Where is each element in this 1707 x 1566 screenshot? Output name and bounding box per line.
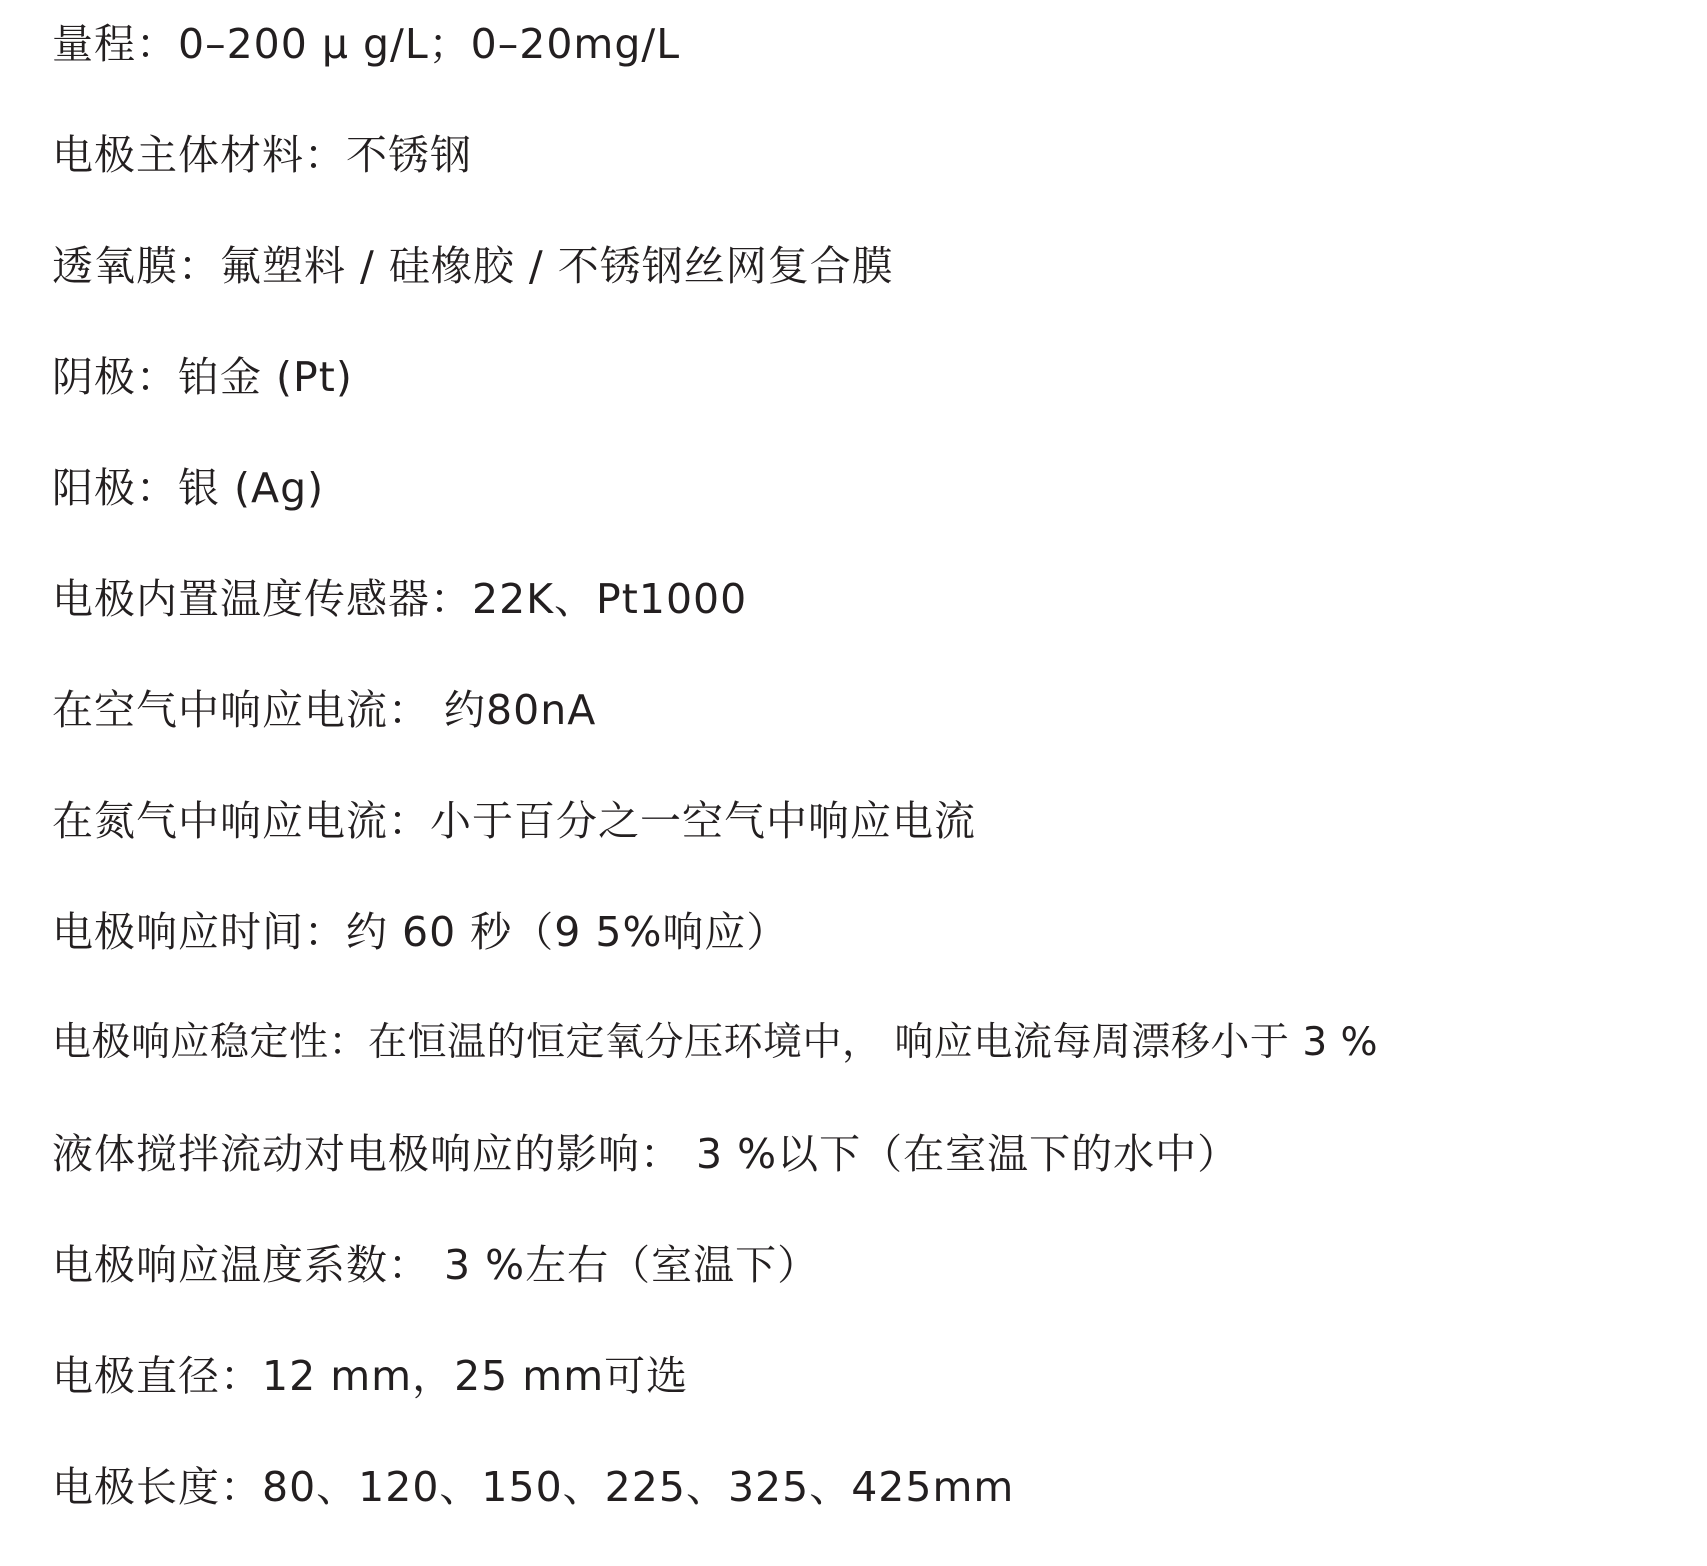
spec-line-response-time (52, 894, 1692, 1005)
spec-label: 电极响应温度系数 (52, 1241, 388, 1289)
spec-line-stirring-effect (52, 1116, 1692, 1227)
spec-label: 阴极 (52, 353, 136, 401)
spec-value: 铂金 (Pt) (178, 353, 353, 401)
spec-label: 量程 (52, 20, 136, 68)
spec-value: 80、120、150、225、325、425mm (262, 1463, 1015, 1511)
spec-value: 氟塑料 / 硅橡胶 / 不锈钢丝网复合膜 (220, 242, 894, 290)
spec-value: 0–200 μ g/L；0–20mg/L (178, 20, 681, 68)
spec-separator: ： (136, 20, 178, 68)
spec-value: 3 %左右（室温下） (430, 1241, 820, 1289)
spec-label: 在空气中响应电流 (52, 686, 388, 734)
spec-line-length (52, 1449, 1692, 1560)
spec-value: 3 %以下（在室温下的水中） (682, 1130, 1240, 1178)
spec-separator: ： (178, 242, 220, 290)
spec-line-nitrogen-current (52, 783, 1692, 894)
spec-line-anode (52, 450, 1692, 561)
spec-separator: ： (430, 575, 472, 623)
spec-separator: ： (328, 1020, 369, 1065)
spec-label: 在氮气中响应电流 (52, 797, 388, 845)
spec-separator: ： (136, 464, 178, 512)
spec-label: 电极长度 (52, 1463, 220, 1511)
spec-label: 电极内置温度传感器 (52, 575, 430, 623)
spec-separator: ： (220, 1463, 262, 1511)
spec-line-cathode (52, 339, 1692, 450)
spec-separator: ： (388, 797, 430, 845)
spec-separator: ： (388, 1241, 430, 1289)
spec-label: 透氧膜 (52, 242, 178, 290)
spec-separator: ： (304, 131, 346, 179)
spec-value: 不锈钢 (346, 131, 472, 179)
spec-line-body-material (52, 117, 1692, 228)
spec-value: 12 mm，25 mm可选 (262, 1352, 689, 1400)
spec-separator: ： (136, 353, 178, 401)
spec-line-air-current (52, 672, 1692, 783)
spec-label: 电极直径 (52, 1352, 220, 1400)
spec-line-diameter (52, 1338, 1692, 1449)
spec-line-stability (52, 1005, 1692, 1116)
spec-separator: ： (388, 686, 430, 734)
spec-line-range (52, 6, 1692, 117)
spec-value: 在恒温的恒定氧分压环境中， 响应电流每周漂移小于 3 % (368, 1020, 1379, 1065)
spec-value: 22K、Pt1000 (472, 575, 748, 623)
spec-label: 电极响应时间 (52, 908, 304, 956)
spec-line-temp-coefficient (52, 1227, 1692, 1338)
spec-separator: ： (640, 1130, 682, 1178)
spec-line-membrane (52, 228, 1692, 339)
spec-label: 电极主体材料 (52, 131, 304, 179)
spec-line-temp-sensor (52, 561, 1692, 672)
spec-label: 电极响应稳定性 (52, 1020, 329, 1065)
spec-label: 液体搅拌流动对电极响应的影响 (52, 1130, 640, 1178)
spec-value: 银 (Ag) (178, 464, 325, 512)
spec-label: 阳极 (52, 464, 136, 512)
spec-list (52, 6, 1692, 1560)
spec-value: 约80nA (430, 686, 597, 734)
spec-separator: ： (220, 1352, 262, 1400)
spec-value: 约 60 秒（9 5%响应） (346, 908, 789, 956)
spec-value: 小于百分之一空气中响应电流 (430, 797, 976, 845)
spec-separator: ： (304, 908, 346, 956)
